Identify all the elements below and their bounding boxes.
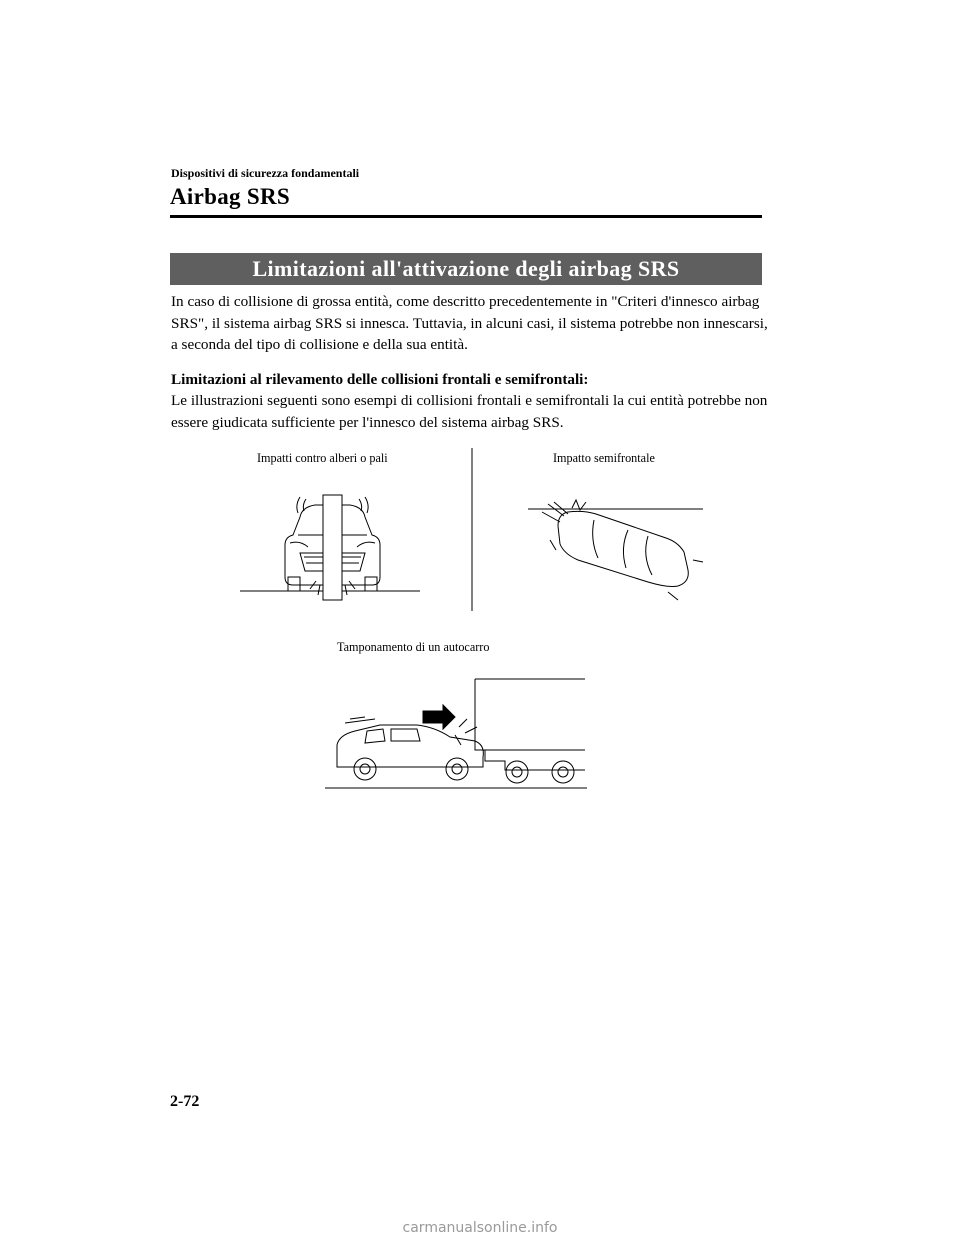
title-rule [170,215,762,218]
offset-impact-illustration [528,500,708,605]
caption-offset-impact: Impatto semifrontale [553,451,655,465]
figure-divider [470,448,474,613]
caption-truck-underride: Tamponamento di un autocarro [337,640,490,654]
intro-paragraph: In caso di collisione di grossa entità, come descritto precedentemente in "Criteri d'innesco airbag SRS", il sistema airbag SRS si innesca. Tuttavia, in alcuni casi, il sistema potrebbe non innescarsi, a seconda del tipo di collisione e della sua entità. [171,293,768,353]
page-title: Airbag SRS [170,184,290,209]
subheading-text: Le illustrazioni seguenti sono esempi di collisioni frontali e semifrontali la cui entità potrebbe non essere giudicata sufficiente per l'innesco del sistema airbag SRS. [171,392,768,431]
watermark: carmanualsonline.info [402,1220,558,1236]
caption-pole-impact: Impatti contro alberi o pali [257,451,388,465]
pole-impact-illustration [240,485,425,600]
truck-impact-illustration [325,675,590,795]
subheading: Limitazioni al rilevamento delle collisioni frontali e semifrontali: [171,371,589,388]
section-banner: Limitazioni all'attivazione degli airbag SRS [170,253,762,285]
section-kicker: Dispositivi di sicurezza fondamentali [171,166,360,180]
page-number: 2-72 [170,1093,200,1110]
